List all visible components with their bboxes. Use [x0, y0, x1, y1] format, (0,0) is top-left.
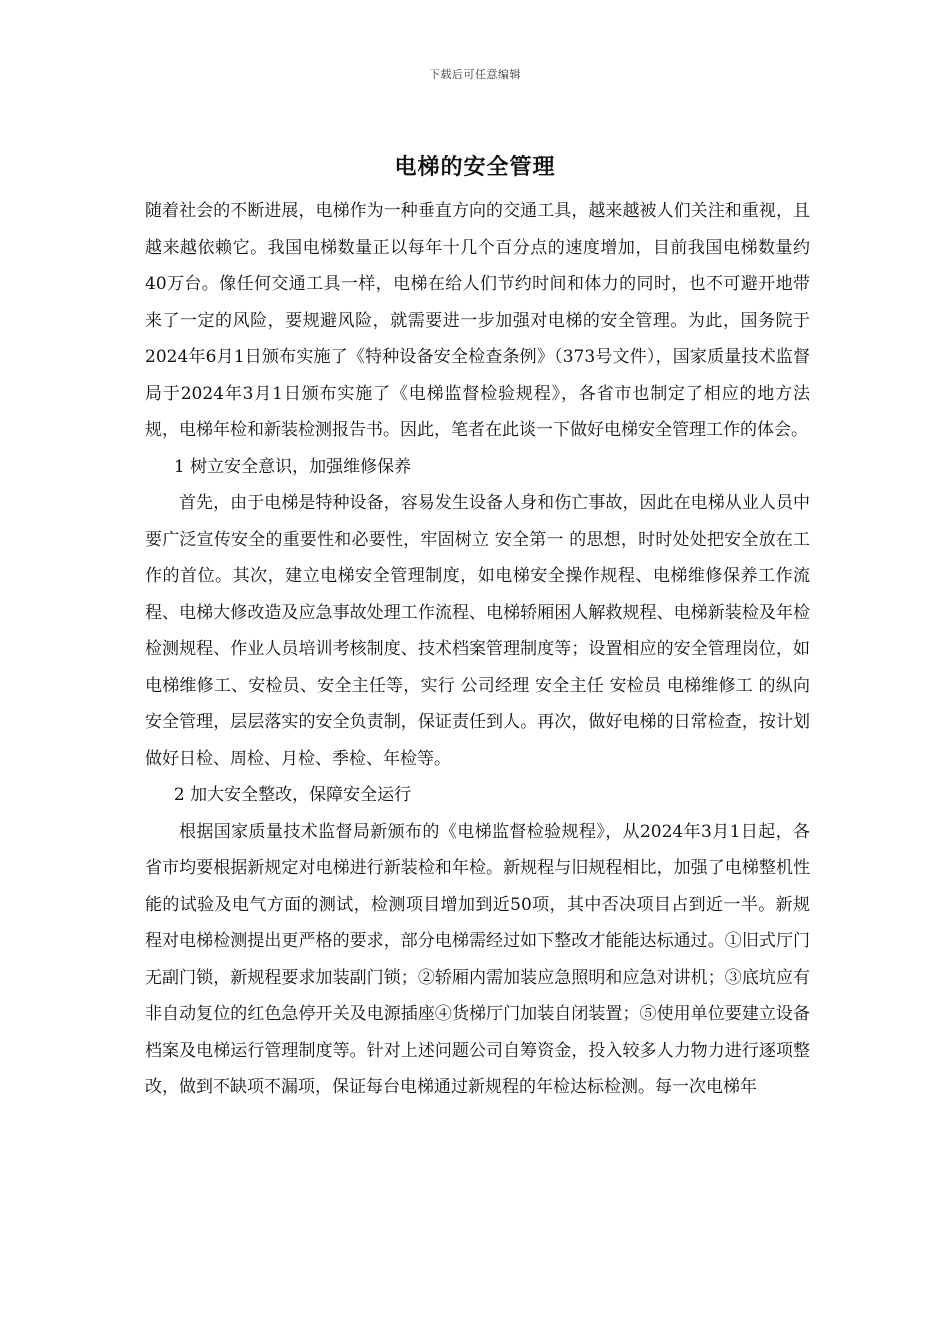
document-title: 电梯的安全管理 — [394, 154, 556, 180]
paragraph-section-1: 首先，由于电梯是特种设备，容易发生设备人身和伤亡事故，因此在电梯从业人员中要广泛宣传安全的重要性和必要性，牢固树立 安全第一 的思想，时时处处把安全放在工作的首位。其次，建立电梯安全管理制度，如电梯安全操作规程、电梯维修保养工作流程、电梯大修改造及应急事故处理工作流程、电梯轿厢困人解救规程、电梯新装检及年检检测规程、作业人员培训考核制度、技术档案管理制度等；设置相应的安全管理岗位，如电梯维修工、安检员、安全主任等，实行 公司经理 安全主任 安检员 电梯维修工 的纵向安全管理，层层落实的安全负责制，保证责任到人。再次，做好电梯的日常检查，按计划做好日检、周检、月检、季检、年检等。 — [145, 493, 810, 769]
paragraph-section-2: 根据国家质量技术监督局新颁布的《电梯监督检验规程》，从2024年3月1日起，各省市均要根据新规定对电梯进行新装检和年检。新规程与旧规程相比，加强了电梯整机性能的试验及电气方面的测试，检测项目增加到近50项，其中否决项目占到近一半。新规程对电梯检测提出更严格的要求，部分电梯需经过如下整改才能能达标通过。①旧式厅门无副门锁，新规程要求加装副门锁；②轿厢内需加装应急照明和应急对讲机；③底坑应有非自动复位的红色急停开关及电源插座④货梯厅门加装自闭装置；⑤使用单位要建立设备档案及电梯运行管理制度等。针对上述问题公司自筹资金，投入较多人力物力进行逐项整改，做到不缺项不漏项，保证每台电梯通过新规程的年检达标检测。每一次电梯年 — [145, 821, 810, 1097]
section-heading-2: 2 加大安全整改，保障安全运行 — [173, 785, 412, 805]
header-note: 下载后可任意编辑 — [429, 68, 521, 81]
section-heading-1: 1 树立安全意识，加强维修保养 — [173, 456, 412, 477]
document-body — [145, 193, 810, 1106]
paragraph-intro: 随着社会的不断进展，电梯作为一种垂直方向的交通工具，越来越被人们关注和重视，且越来越依赖它。我国电梯数量正以每年十几个百分点的速度增加，目前我国电梯数量约40万台。像任何交通工具一样，电梯在给人们节约时间和体力的同时，也不可避开地带来了一定的风险，要规避风险，就需要进一步加强对电梯的安全管理。为此，国务院于2024年6月1日颁布实施了《特种设备安全检查条例》（373号文件），国家质量技术监督局于2024年3月1日颁布实施了《电梯监督检验规程》，各省市也制定了相应的地方法规，电梯年检和新装检测报告书。因此，笔者在此谈一下做好电梯安全管理工作的体会。 — [145, 201, 810, 440]
